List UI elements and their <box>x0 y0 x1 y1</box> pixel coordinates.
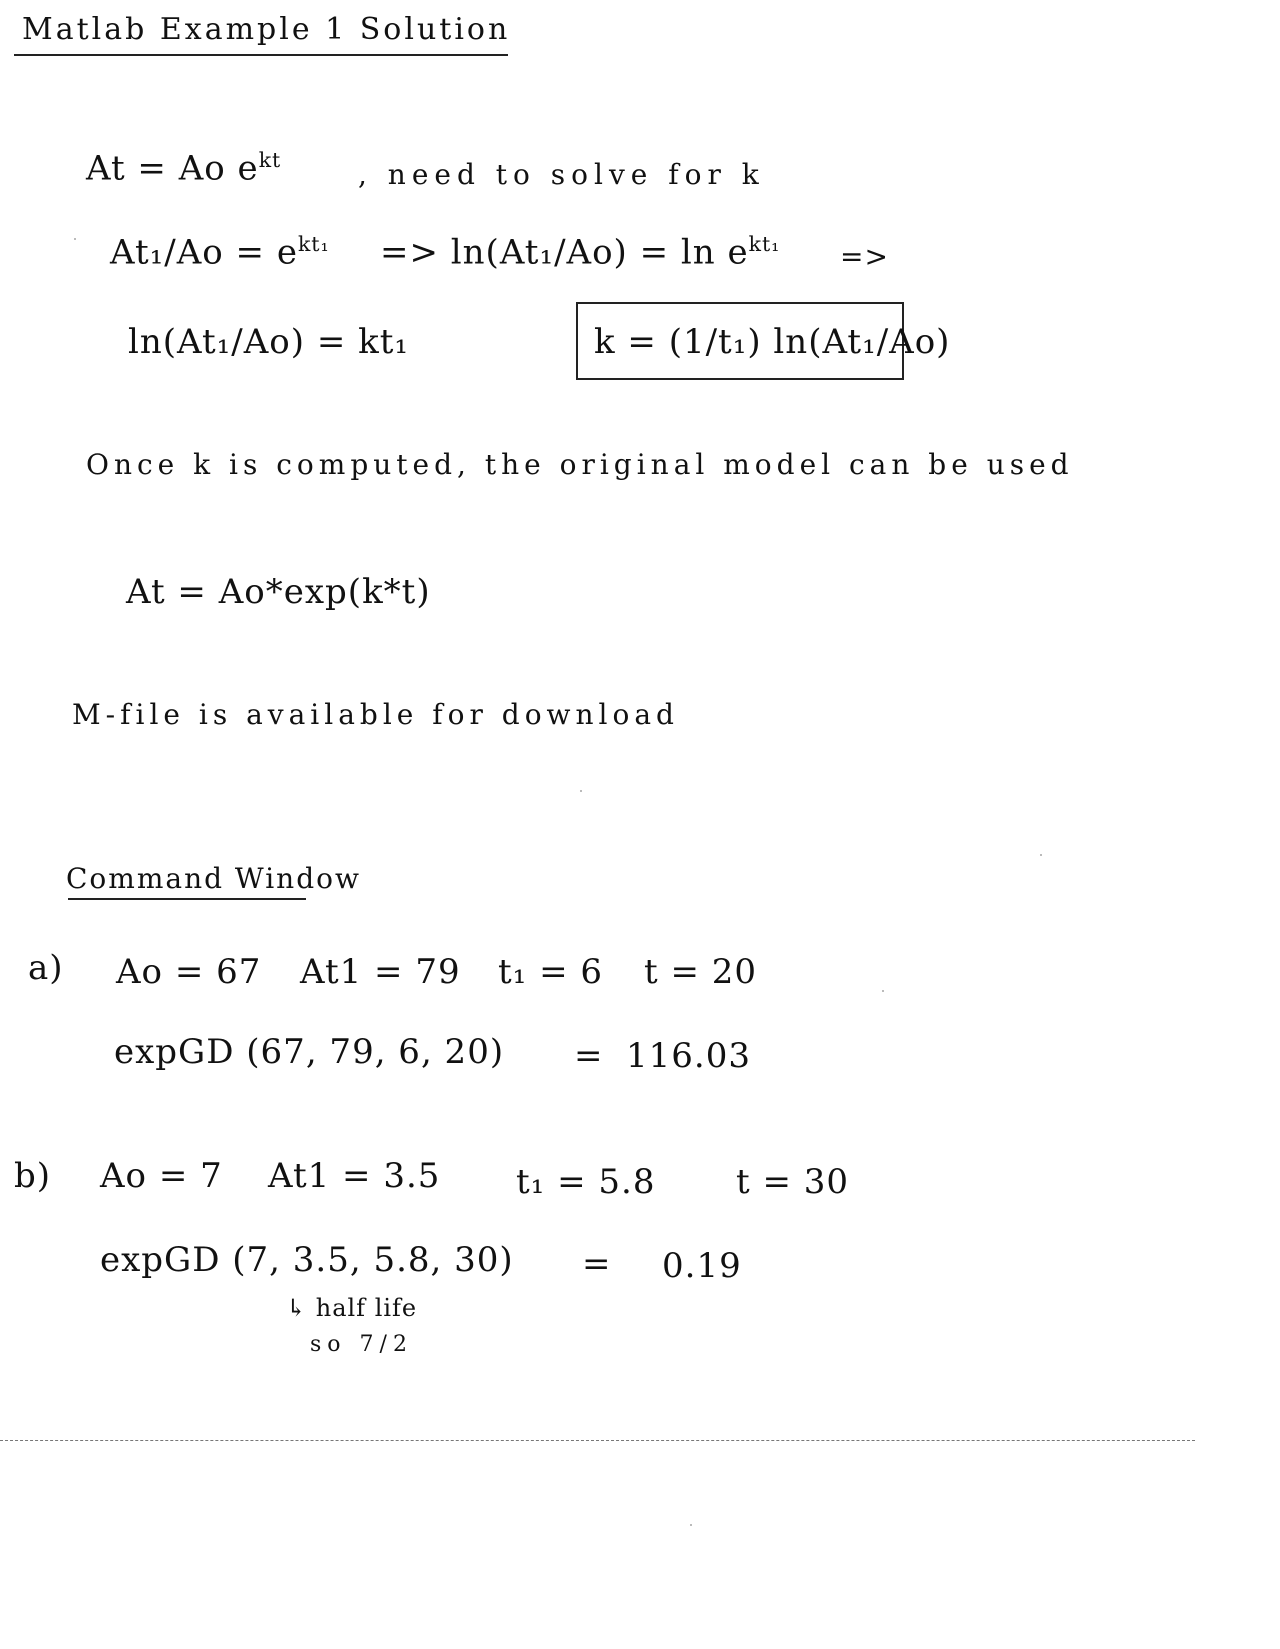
part-a-equals: = <box>574 1036 604 1076</box>
part-b-result: 0.19 <box>662 1246 742 1286</box>
part-a-param-t: t = 20 <box>644 952 758 992</box>
scan-speck <box>882 990 884 992</box>
part-b-param-at1: At1 = 3.5 <box>268 1156 441 1196</box>
solve-note: , need to solve for k <box>358 158 765 191</box>
part-b-param-t: t = 30 <box>736 1162 850 1202</box>
page-title: Matlab Example 1 Solution <box>22 12 511 47</box>
part-b-param-t1: t₁ = 5.8 <box>516 1162 656 1202</box>
derivation-step-1: $At_1/Ao = e^{kt_1}$ <box>110 232 330 273</box>
k-formula-text: k = (1/t₁) ln(At₁/Ao) <box>594 322 951 362</box>
derivation-step-3: ln(At₁/Ao) = kt₁ <box>128 322 410 362</box>
model-expression: At = Ao*exp(k*t) <box>126 572 431 612</box>
derivation-step-2: => $\ln(At_1/Ao) = \ln e^{kt_1}$ <box>380 232 781 273</box>
scan-speck <box>690 1524 692 1526</box>
scan-speck <box>580 790 582 792</box>
half-value-annotation: so 7/2 <box>310 1332 413 1357</box>
part-a-call: expGD (67, 79, 6, 20) <box>114 1032 505 1072</box>
implies-arrow: => <box>840 240 889 273</box>
part-b-equals: = <box>582 1244 612 1284</box>
part-a-param-ao: Ao = 67 <box>116 952 262 992</box>
command-window-underline <box>68 898 306 900</box>
part-a-label: a) <box>28 948 64 988</box>
page-bottom-rule <box>0 1440 1195 1441</box>
mfile-note: M-file is available for download <box>72 698 679 731</box>
part-b-param-ao: Ao = 7 <box>100 1156 223 1196</box>
note-line: Once k is computed, the original model can be used <box>86 448 1074 481</box>
part-a-param-at1: At1 = 79 <box>300 952 461 992</box>
command-window-heading: Command Window <box>66 862 361 895</box>
scan-speck <box>74 238 76 240</box>
part-a-result: 116.03 <box>626 1036 751 1076</box>
growth-model-equation: At = Ao $e^{kt}$ <box>86 148 282 189</box>
title-underline <box>14 54 508 56</box>
part-a-param-t1: t₁ = 6 <box>498 952 604 992</box>
half-life-annotation: ↳ half life <box>286 1294 418 1322</box>
part-b-call: expGD (7, 3.5, 5.8, 30) <box>100 1240 514 1280</box>
part-b-label: b) <box>14 1156 52 1196</box>
scan-speck <box>1040 854 1042 856</box>
